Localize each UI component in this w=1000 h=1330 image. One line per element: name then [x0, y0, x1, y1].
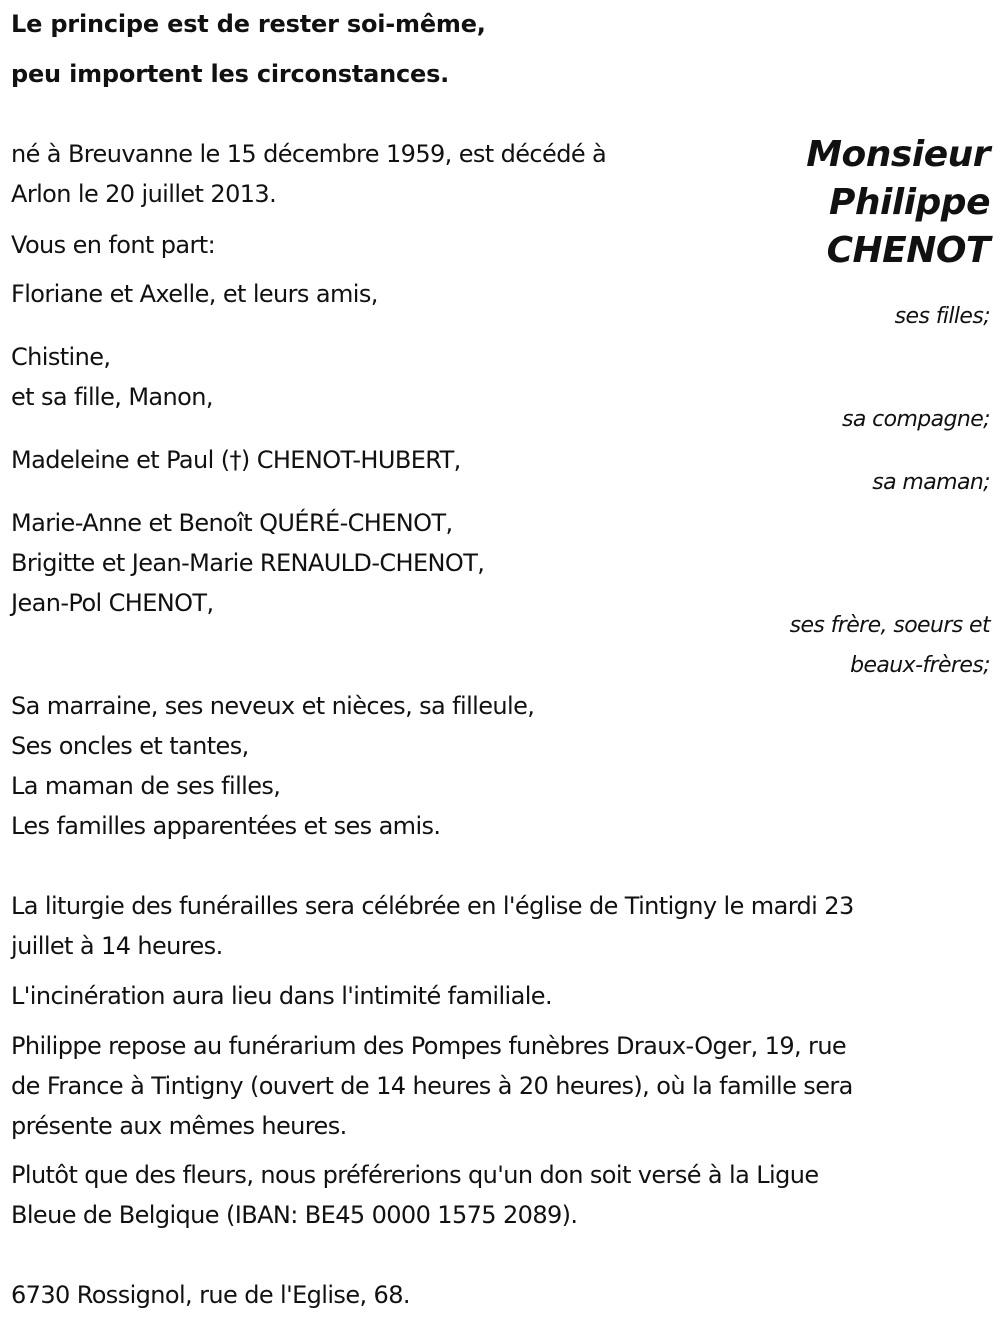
family-line: et sa fille, Manon,	[11, 383, 213, 411]
liturgy-text: La liturgie des funérailles sera célébrée en l'église de Tintigny le mardi 23	[11, 892, 854, 920]
others-line: Sa marraine, ses neveux et nièces, sa filleule,	[11, 692, 535, 720]
repose-text: Philippe repose au funérarium des Pompes funèbres Draux-Oger, 19, rue	[11, 1032, 847, 1060]
donation-text: Plutôt que des fleurs, nous préférerions qu'un don soit versé à la Ligue	[11, 1161, 819, 1189]
family-text: ) CHENOT-HUBERT,	[240, 446, 461, 474]
family-line: Brigitte et Jean-Marie RENAULD-CHENOT,	[11, 549, 485, 577]
others-line: Ses oncles et tantes,	[11, 732, 249, 760]
relation-label: ses frère, soeurs et	[789, 613, 990, 638]
family-text: Madeleine et Paul (	[11, 446, 230, 474]
relation-label: sa compagne;	[841, 407, 990, 432]
birth-death-text: Arlon le 20 juillet 2013.	[11, 180, 277, 208]
deceased-first-name: Philippe	[829, 182, 990, 223]
deceased-last-name: CHENOT	[826, 230, 990, 271]
birth-death-text: né à Breuvanne le 15 décembre 1959, est décédé à	[11, 140, 607, 168]
cremation-text: L'incinération aura lieu dans l'intimité familiale.	[11, 982, 552, 1010]
family-line: Marie-Anne et Benoît QUÉRÉ-CHENOT,	[11, 509, 453, 537]
relation-label: beaux-frères;	[850, 653, 990, 678]
others-line: Les familles apparentées et ses amis.	[11, 812, 441, 840]
family-line: Chistine,	[11, 343, 111, 371]
deceased-title: Monsieur	[806, 134, 990, 175]
repose-text: de France à Tintigny (ouvert de 14 heures à 20 heures), où la famille sera	[11, 1072, 853, 1100]
family-line: Floriane et Axelle, et leurs amis,	[11, 280, 378, 308]
donation-text: Bleue de Belgique (IBAN: BE45 0000 1575 2089).	[11, 1201, 578, 1229]
family-line: Jean-Pol CHENOT,	[11, 589, 214, 617]
intro-text: Vous en font part:	[11, 231, 216, 259]
motto-line: Le principe est de rester soi-même,	[11, 10, 486, 38]
others-line: La maman de ses filles,	[11, 772, 281, 800]
liturgy-text: juillet à 14 heures.	[11, 932, 223, 960]
address-text: 6730 Rossignol, rue de l'Eglise, 68.	[11, 1281, 410, 1309]
family-line	[11, 446, 461, 474]
motto-line: peu importent les circonstances.	[11, 60, 450, 88]
relation-label: sa maman;	[872, 470, 990, 495]
cross-icon: †	[229, 446, 241, 474]
relation-label: ses filles;	[894, 304, 990, 329]
repose-text: présente aux mêmes heures.	[11, 1112, 347, 1140]
